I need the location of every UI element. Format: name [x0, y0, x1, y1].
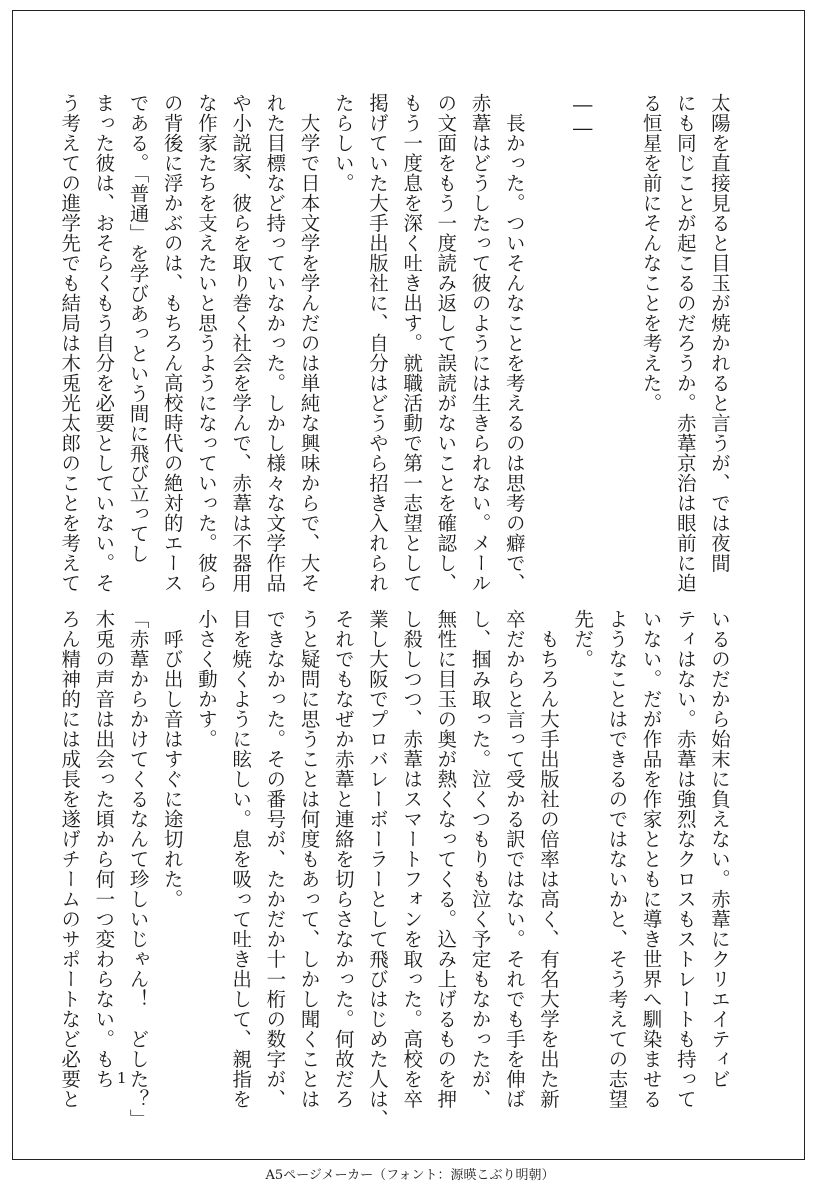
text-line: 無性に目玉の奥が熱くなってくる。込み上げるものを押 — [434, 609, 458, 1109]
text-line: である。「普通」を学びあっという間に飛び立ってし — [126, 93, 150, 564]
text-line: 大学で日本文学を学んだのは単純な興味からで、大そ — [297, 93, 321, 593]
text-line: の背後に浮かぶのは、もちろん高校時代の絶対的エース — [160, 93, 184, 593]
text-line — [531, 93, 565, 563]
text-line: 業し大阪でプロバレーボーラーとして飛びはじめた人は、 — [365, 609, 389, 1129]
text-line: ようなことはできるのではないかと、そう考えての志望 — [605, 609, 629, 1109]
text-line: る恒星を前にそんなことを考えた。 — [639, 93, 663, 413]
footer-caption: A5ページメーカー（フォント：源暎こぶり明朝） — [265, 1168, 555, 1183]
text-line: れた目標など持っていなかった。しかし様々な文学作品 — [263, 93, 287, 593]
text-line: たらしい。 — [331, 93, 355, 193]
text-line: 長かった。ついそんなことを考えるのは思考の癖で、 — [502, 93, 526, 593]
text-column-lower — [52, 609, 736, 1129]
text-line: まった彼は、おそらくもう自分を必要としていない。そ — [92, 93, 116, 593]
text-line: ―― — [571, 93, 595, 141]
text-line: うと疑問に思うことは何度もあって、しかし聞くことは — [297, 609, 321, 1109]
text-line: な作家たちを支えたいと思うようになっていった。彼ら — [194, 93, 218, 593]
text-line: ろん精神的には成長を遂げチームのサポートなど必要と — [58, 609, 82, 1109]
text-line: 赤葦はどうしたって彼のようには生きられない。メール — [468, 93, 492, 593]
text-line: 卒だからと言って受かる訳ではない。それでも手を伸ば — [502, 609, 526, 1109]
text-column-upper — [52, 93, 736, 593]
text-line: や小説家、彼らを取り巻く社会を学んで、赤葦は不器用 — [229, 93, 253, 593]
text-line: 太陽を直接見ると目玉が焼かれると言うが、では夜間 — [708, 93, 731, 573]
text-line: もう一度息を深く吐き出す。就職活動で第一志望として — [400, 93, 424, 593]
text-line: 掲げていた大手出版社に、自分はどうやら招き入れられ — [365, 93, 389, 593]
text-line: いない。だが作品を作家とともに導き世界へ馴染ませる — [639, 609, 663, 1109]
text-line: う考えての進学先でも結局は木兎光太郎のことを考えて — [58, 93, 82, 593]
text-line: ティはない。赤葦は強烈なクロスもストレートも持って — [673, 609, 697, 1109]
text-line: 小さく動かす。 — [194, 609, 218, 749]
text-line — [599, 93, 633, 563]
text-line: いるのだから始末に負えない。赤葦にクリエイティビ — [708, 609, 731, 1089]
text-line: 呼び出し音はすぐに途切れた。 — [160, 609, 184, 909]
text-line: それでもなぜか赤葦と連絡を切らさなかった。何故だろ — [331, 609, 355, 1109]
text-line: できなかった。その番号が、たかだか十一桁の数字が、 — [263, 609, 287, 1109]
text-line: 目を焼くように眩しい。息を吸って吐き出して、親指を — [229, 609, 253, 1109]
text-line: し殺しつつ、赤葦はスマートフォンを取った。高校を卒 — [400, 609, 424, 1109]
text-line: 先だ。 — [571, 609, 595, 669]
text-line: の文面をもう一度読み返して誤読がないことを確認し、 — [434, 93, 458, 593]
text-line: 木兎の声音は出会った頃から何一つ変わらない。もち — [92, 609, 116, 1089]
text-line: し、掴み取った。泣くつもりも泣く予定もなかったが、 — [468, 609, 492, 1109]
page-number: 1 — [117, 1069, 127, 1087]
text-line: にも同じことが起こるのだろうか。赤葦京治は眼前に迫 — [673, 93, 697, 593]
text-line: もちろん大手出版社の倍率は高く、有名大学を出た新 — [536, 609, 560, 1109]
text-line: 「赤葦からかけてくるなんて珍しいじゃん！ どした？」 — [126, 609, 150, 1129]
book-page — [12, 10, 805, 1160]
